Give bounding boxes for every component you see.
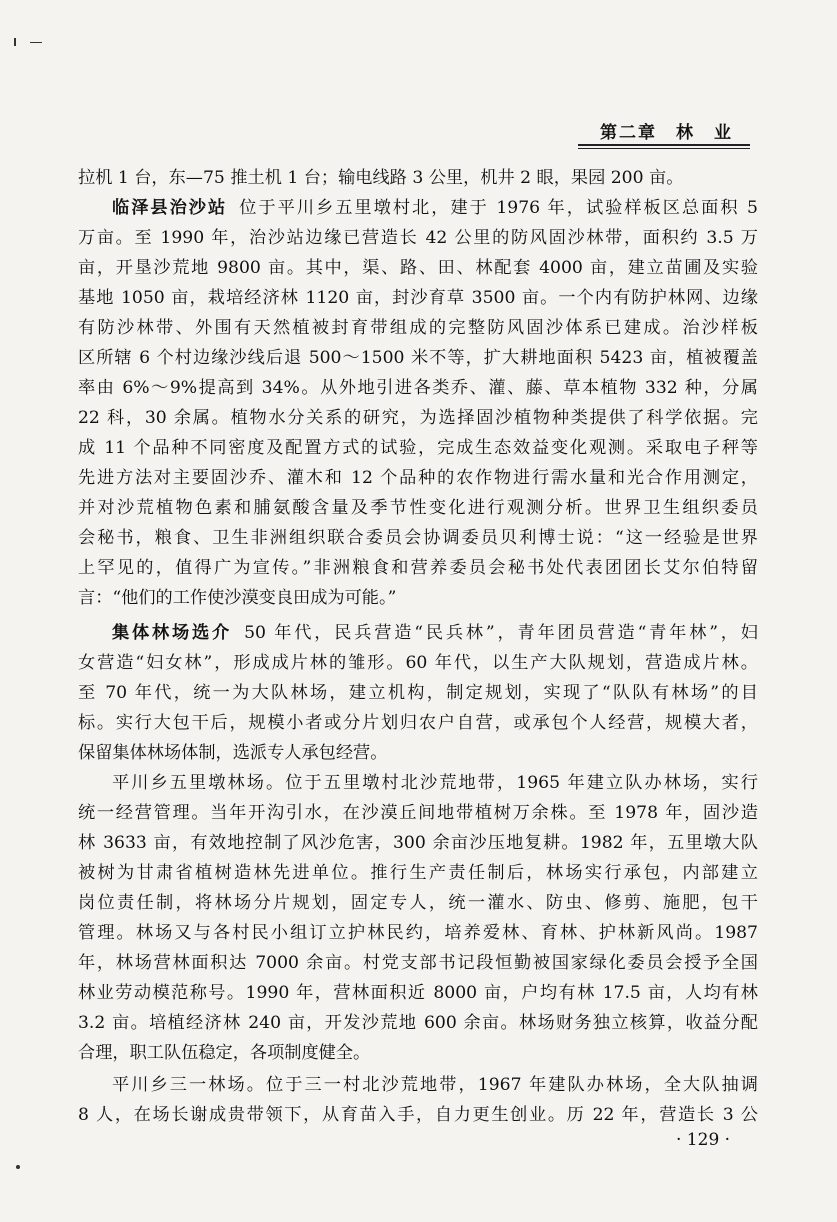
text-line: 22 科，30 余属。植物水分关系的研究，为选择固沙植物种类提供了科学依据。完 [78, 408, 758, 428]
text-line: 上罕见的，值得广为宣传。”非洲粮食和营养委员会秘书处代表团团长艾尔伯特留 [78, 558, 758, 578]
text-line: 言：“他们的工作使沙漠变良田成为可能。” [78, 588, 397, 608]
text-line: 成 11 个品种不同密度及配置方式的试验，完成生态效益变化观测。采取电子秤等 [78, 438, 758, 458]
section-heading: 临泽县治沙站 [112, 198, 228, 218]
text-line: 年，林场营林面积达 7000 余亩。村党支部书记段恒勤被国家绿化委员会授予全国 [78, 953, 758, 973]
text-line: 有防沙林带、外围有天然植被封育带组成的完整防风固沙体系已建成。治沙样板 [78, 318, 758, 338]
text-line: 平川乡三一林场。位于三一村北沙荒地带，1967 年建队办林场，全大队抽调 [112, 1075, 758, 1095]
text-line: 区所辖 6 个村边缘沙线后退 500～1500 米不等，扩大耕地面积 5423 亩，植被覆盖 [78, 348, 758, 368]
text-span: 位于平川乡五里墩村北，建于 1976 年，试验样板区总面积 5 [239, 198, 758, 218]
text-line: 亩，开垦沙荒地 9800 亩。其中，渠、路、田、林配套 4000 亩，建立苗圃及实验 [78, 258, 758, 278]
text-line: 8 人，在场长谢成贵带领下，从育苗入手，自力更生创业。历 22 年，营造长 3 公 [78, 1105, 758, 1125]
chapter-header: 第二章 林 业 [600, 123, 733, 143]
margin-mark [16, 1165, 20, 1169]
text-line: 先进方法对主要固沙乔、灌木和 12 个品种的农作物进行需水量和光合作用测定， [78, 468, 758, 488]
text-line: 3.2 亩。培植经济林 240 亩，开发沙荒地 600 余亩。林场财务独立核算，收益分配 [78, 1013, 758, 1033]
text-line: 基地 1050 亩，栽培经济林 1120 亩，封沙育草 3500 亩。一个内有防护林网、边缘 [78, 288, 758, 308]
text-span: 50 年代，民兵营造“民兵林”，青年团员营造“青年林”，妇 [244, 623, 758, 643]
text-line: 岗位责任制，将林场分片规划，固定专人，统一灌水、防虫、修剪、施肥，包干 [78, 893, 758, 913]
header-rule-thin [578, 148, 750, 149]
text-line: 平川乡五里墩林场。位于五里墩村北沙荒地带，1965 年建立队办林场，实行 [112, 773, 758, 793]
margin-mark [30, 42, 42, 43]
text-line: 被树为甘肃省植树造林先进单位。推行生产责任制后，林场实行承包，内部建立 [78, 863, 758, 883]
page-number: · 129 · [676, 1130, 731, 1150]
text-line: 合理，职工队伍稳定，各项制度健全。 [78, 1043, 371, 1063]
section-paragraph-start [112, 193, 758, 223]
text-line: 至 70 年代，统一为大队林场，建立机构，制定规划，实现了“队队有林场”的目 [78, 683, 758, 703]
text-line: 林业劳动模范称号。1990 年，营林面积近 8000 亩，户均有林 17.5 亩，人均有林 [78, 983, 758, 1003]
text-line: 保留集体林场体制，选派专人承包经营。 [78, 743, 388, 763]
text-line: 女营造“妇女林”，形成成片林的雏形。60 年代，以生产大队规划，营造成片林。 [78, 653, 758, 673]
section-heading: 集体林场选介 [112, 623, 233, 643]
text-line: 管理。林场又与各村民小组订立护林民约，培养爱林、育林、护林新风尚。1987 [78, 923, 758, 943]
text-line: 标。实行大包干后，规模小者或分片划归农户自营，或承包个人经营，规模大者， [78, 713, 758, 733]
header-rule [578, 144, 750, 146]
text-line: 万亩。至 1990 年，治沙站边缘已营造长 42 公里的防风固沙林带，面积约 3.5 万 [78, 228, 758, 248]
text-line: 统一经营管理。当年开沟引水，在沙漠丘间地带植树万余株。至 1978 年，固沙造 [78, 803, 758, 823]
text-line: 拉机 1 台，东—75 推土机 1 台；输电线路 3 公里，机井 2 眼，果园 200 亩。 [78, 168, 684, 188]
text-line: 并对沙荒植物色素和脯氨酸含量及季节性变化进行观测分析。世界卫生组织委员 [78, 498, 758, 518]
text-line: 率由 6%～9%提高到 34%。从外地引进各类乔、灌、藤、草本植物 332 种，分属 [78, 378, 758, 398]
margin-mark [14, 38, 16, 46]
text-line: 林 3633 亩，有效地控制了风沙危害，300 余亩沙压地复耕。1982 年，五里墩大队 [78, 833, 758, 853]
text-line: 会秘书，粮食、卫生非洲组织联合委员会协调委员贝利博士说：“这一经验是世界 [78, 528, 758, 548]
section-paragraph-start [112, 618, 758, 648]
